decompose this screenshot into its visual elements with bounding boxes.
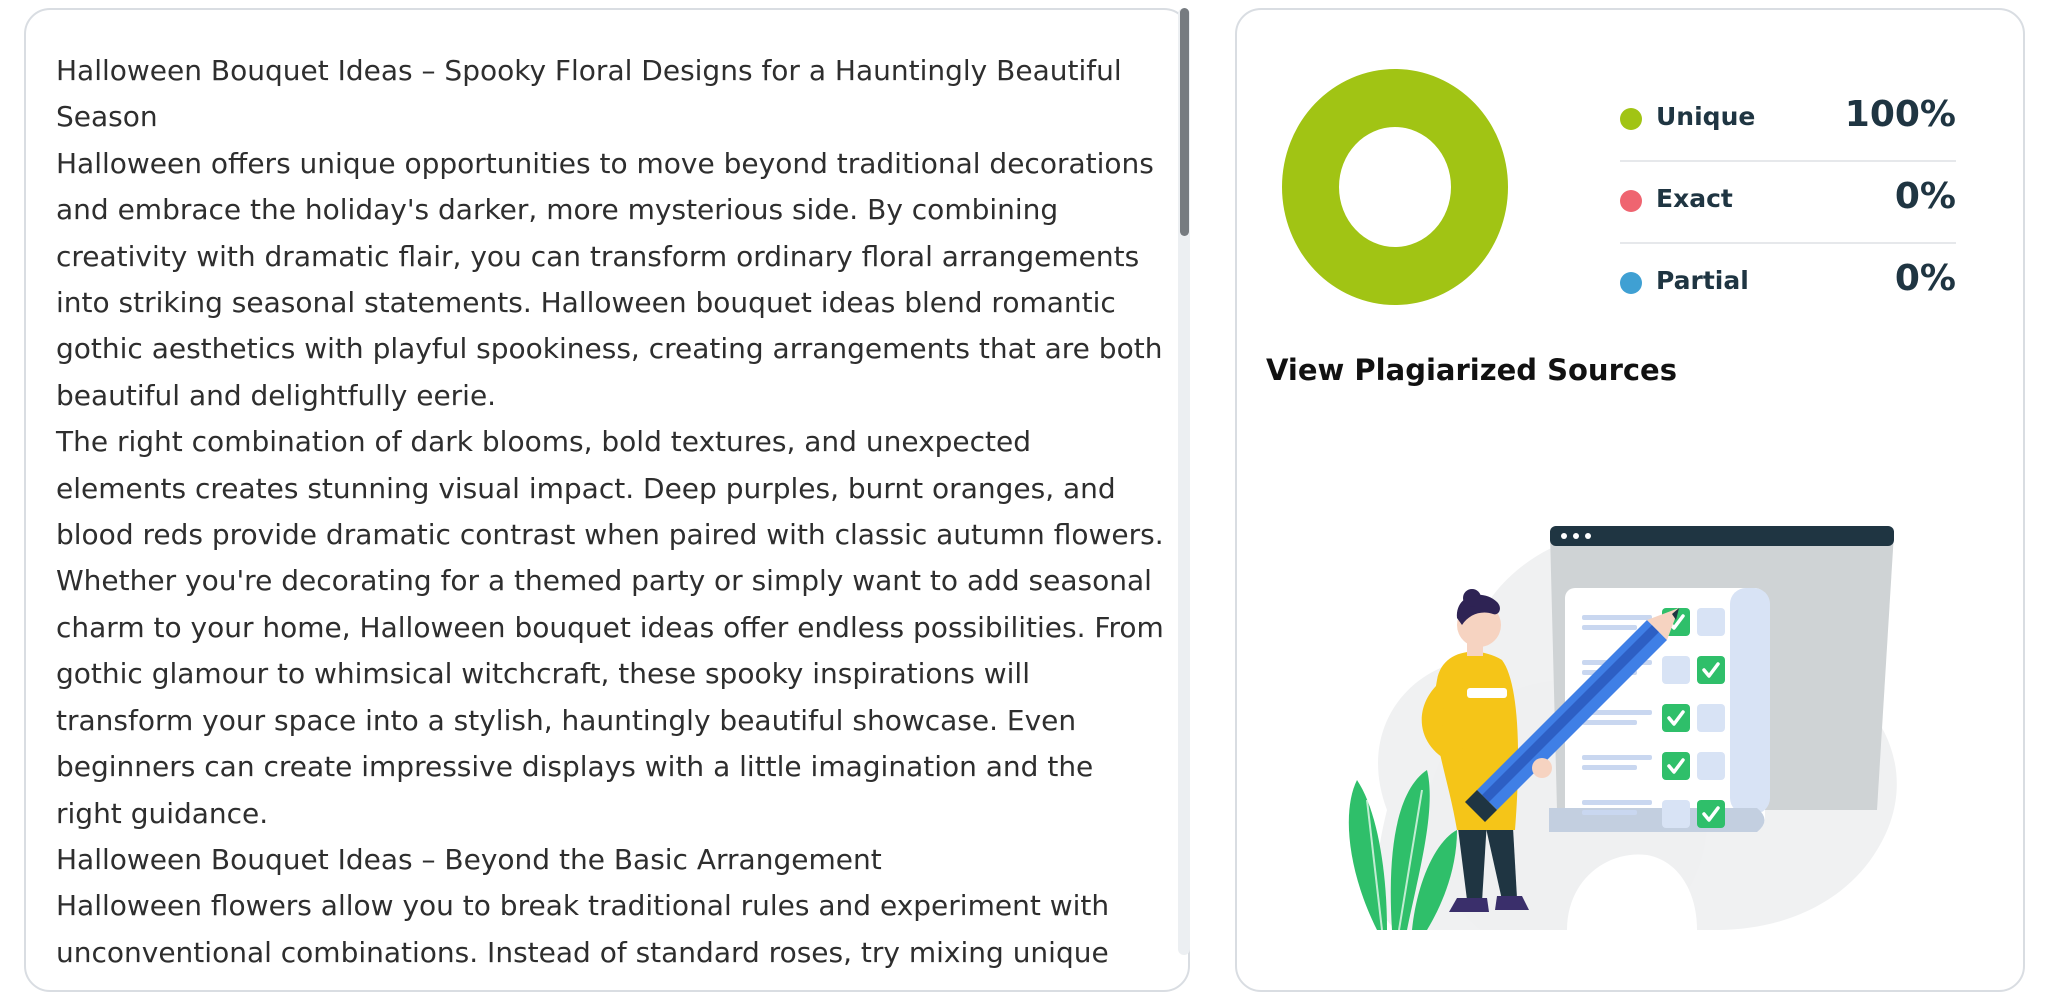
plagiarism-result-panel bbox=[1235, 8, 2025, 992]
legend-row-unique bbox=[1620, 80, 1956, 162]
legend-label-partial: Partial bbox=[1656, 266, 1749, 295]
checklist-illustration bbox=[1317, 510, 1917, 930]
legend-value-partial: 0% bbox=[1894, 258, 1956, 299]
legend-row-exact bbox=[1620, 162, 1956, 244]
legend-value-unique: 100% bbox=[1844, 94, 1956, 135]
article-subheading: Halloween Bouquet Ideas – Beyond the Basic Arrangement bbox=[56, 842, 882, 876]
partial-dot-icon bbox=[1620, 272, 1642, 294]
scrollbar-thumb[interactable] bbox=[1180, 8, 1189, 236]
legend-value-exact: 0% bbox=[1894, 176, 1956, 217]
view-plagiarized-sources-heading[interactable]: View Plagiarized Sources bbox=[1266, 353, 1677, 387]
result-legend bbox=[1620, 80, 1956, 324]
legend-label-unique: Unique bbox=[1656, 102, 1756, 131]
exact-dot-icon bbox=[1620, 190, 1642, 212]
article-title: Halloween Bouquet Ideas – Spooky Floral Designs for a Hauntingly Beautiful Season bbox=[56, 54, 1122, 134]
legend-label-exact: Exact bbox=[1656, 184, 1733, 213]
article-text[interactable] bbox=[56, 48, 1166, 976]
legend-row-partial bbox=[1620, 244, 1956, 324]
article-paragraph: Halloween offers unique opportunities to move beyond traditional decorations and embrace the holiday's darker, more mysterious side. By combining creativity with dramatic flair, you can transform ordinary floral arrangements into striking seasonal statements. Halloween bouquet ideas blend romantic gothic aesthetics with playful spookiness, creating arrangements that are both beautiful and delightfully eerie. bbox=[56, 146, 1163, 412]
unique-dot-icon bbox=[1620, 108, 1642, 130]
article-text-panel[interactable] bbox=[24, 8, 1190, 992]
donut-slice-unique bbox=[1282, 69, 1508, 305]
article-paragraph: Halloween flowers allow you to break traditional rules and experiment with unconventional combinations. Instead of standard roses, try mixing unique bbox=[56, 889, 1110, 969]
article-paragraph: The right combination of dark blooms, bold textures, and unexpected elements creates stunning visual impact. Deep purples, burnt oranges, and blood reds provide dramatic contrast when paired with classic autumn flowers. Whether you're decorating for a themed party or simply want to add seasonal charm to your home, Halloween bouquet ideas offer endless possibilities. From gothic glamour to whimsical witchcraft, these spooky inspirations will transform your space into a stylish, hauntingly beautiful showcase. Even beginners can create impressive displays with a little imagination and the right guidance. bbox=[56, 425, 1164, 830]
originality-donut-chart bbox=[1280, 67, 1510, 307]
